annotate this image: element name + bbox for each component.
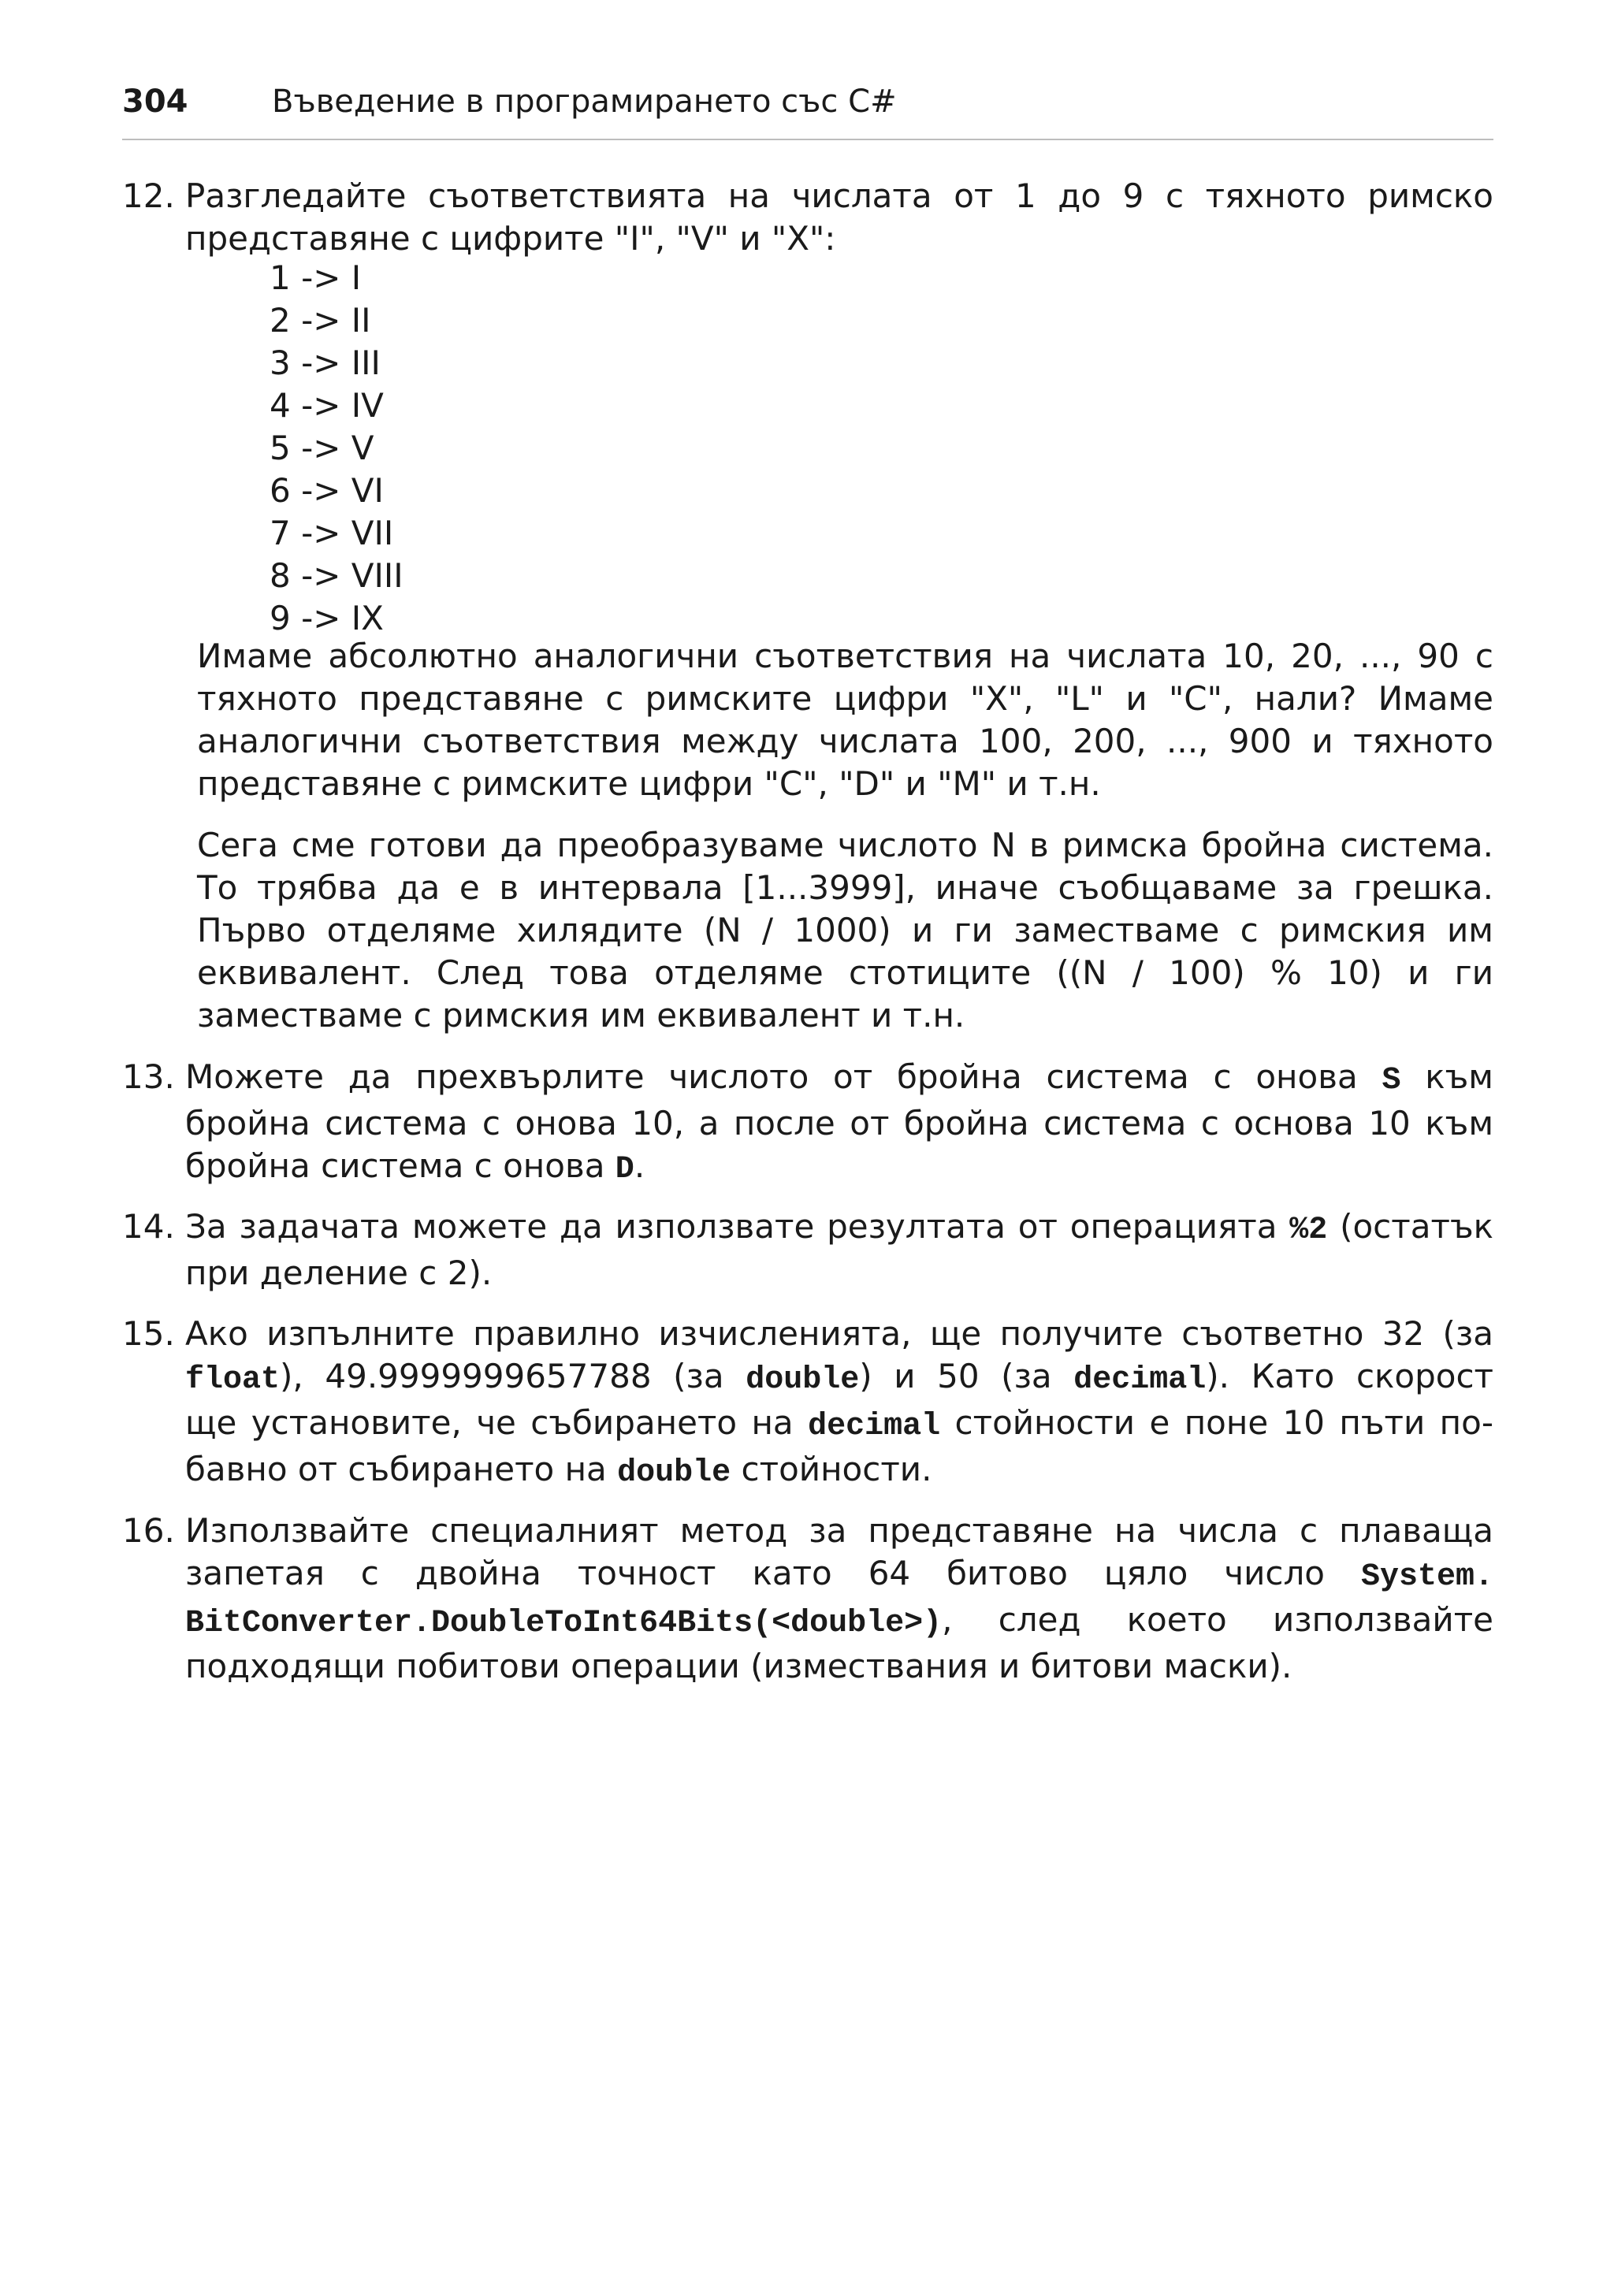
text-line [185,1448,1493,1495]
text-line: аналогични съответствия между числата 100, 200, ..., 900 и тяхното [197,722,1493,760]
text-run: ще установите, че събирането на [185,1403,809,1442]
mapping-row: 7 -> VII [270,514,394,552]
item-number: 15. [122,1314,175,1353]
text-line: Сега сме готови да преобразуваме числото N в римска бройна система. [197,826,1493,864]
text-line: Разгледайте съответствията на числата от 1 до 9 с тяхното римско [185,176,1493,215]
mapping-row: 3 -> III [270,344,381,382]
page-header [122,82,1493,121]
text-line [185,1599,1493,1645]
text-line [185,1206,1493,1252]
text-run: стойности е поне 10 пъти по- [940,1403,1493,1442]
mapping-row: 4 -> IV [270,386,384,425]
text-line: заместваме с римския им еквивалент и т.н. [197,996,965,1035]
item-number: 16. [122,1511,175,1550]
text-run: . [634,1146,645,1185]
mapping-row: 1 -> I [270,258,362,297]
text-line: Ако изпълните правилно изчисленията, ще получите съответно 32 (за [185,1314,1493,1353]
text-run: Можете да прехвърлите числото от бройна система с онова [185,1057,1382,1096]
text-line: при деление с 2). [185,1254,493,1292]
paragraph-analogies [197,635,1493,805]
code-float: float [185,1362,281,1398]
text-run: стойности. [731,1450,932,1488]
text-run: (остатък [1327,1207,1493,1246]
text-line: подходящи побитови операции (измествания и битови маски). [185,1647,1292,1685]
code-modulo: %2 [1289,1213,1328,1248]
text-line [185,1402,1493,1448]
mapping-row: 2 -> II [270,301,371,340]
header-rule [122,139,1493,140]
text-run: , след което използвайте [942,1600,1493,1639]
mapping-row: 6 -> VI [270,471,384,510]
item-text [185,1510,1493,1688]
text-run: ) и 50 (за [859,1357,1074,1395]
mapping-row: 9 -> IX [270,599,384,637]
text-run: бавно от събирането на [185,1450,618,1488]
text-line: представяне с цифрите "I", "V" и "X": [185,219,836,258]
text-run: бройна система с онова [185,1146,615,1185]
code-system: System. [1360,1559,1493,1595]
roman-mapping-list [270,257,404,640]
item-text [185,175,1493,260]
item-number: 13. [122,1057,175,1096]
code-base-s: S [1382,1063,1401,1098]
text-line: Използвайте специалният метод за представяне на числа с плаваща [185,1511,1493,1550]
text-line [185,1056,1493,1102]
text-line [185,1145,1493,1191]
text-line [185,1552,1493,1599]
code-bitconverter: BitConverter.DoubleToInt64Bits(<double>) [185,1606,943,1641]
code-base-d: D [615,1152,634,1187]
item-text [185,1313,1493,1495]
text-run: За задачата можете да използвате резултата от операцията [185,1207,1290,1246]
code-decimal: decimal [808,1409,941,1444]
book-title: Въведение в програмирането със C# [272,84,897,120]
item-text [185,1056,1493,1191]
text-line: Първо отделяме хилядите (N / 1000) и ги заместваме с римския им [197,911,1493,949]
text-line: еквивалент. След това отделяме стотиците ((N / 100) % 10) и ги [197,953,1493,992]
item-text [185,1206,1493,1295]
text-line [185,1355,1493,1402]
text-run: ), 49.9999999657788 (за [280,1357,746,1395]
text-line: То трябва да е в интервала [1...3999], иначе съобщаваме за грешка. [197,868,1493,907]
text-line: Имаме абсолютно аналогични съответствия на числата 10, 20, ..., 90 с [197,637,1493,675]
page-number: 304 [122,84,188,120]
mapping-row: 5 -> V [270,429,374,467]
text-run: запетая с двойна точност като 64 битово цяло число [185,1554,1361,1592]
item-number: 14. [122,1207,175,1246]
text-line: представяне с римските цифри "C", "D" и "M" и т.н. [197,764,1101,803]
mapping-row: 8 -> VIII [270,556,404,595]
code-decimal: decimal [1073,1362,1207,1398]
paragraph-conversion [197,824,1493,1037]
text-run: ). Като скорост [1206,1357,1494,1395]
item-number: 12. [122,176,175,215]
code-double: double [746,1362,860,1398]
text-line: тяхното представяне с римските цифри "X", "L" и "C", нали? Имаме [197,679,1493,718]
text-run: към [1400,1057,1493,1096]
text-line: бройна система с онова 10, а после от бройна система с основа 10 към [185,1104,1493,1142]
code-double: double [617,1455,731,1491]
